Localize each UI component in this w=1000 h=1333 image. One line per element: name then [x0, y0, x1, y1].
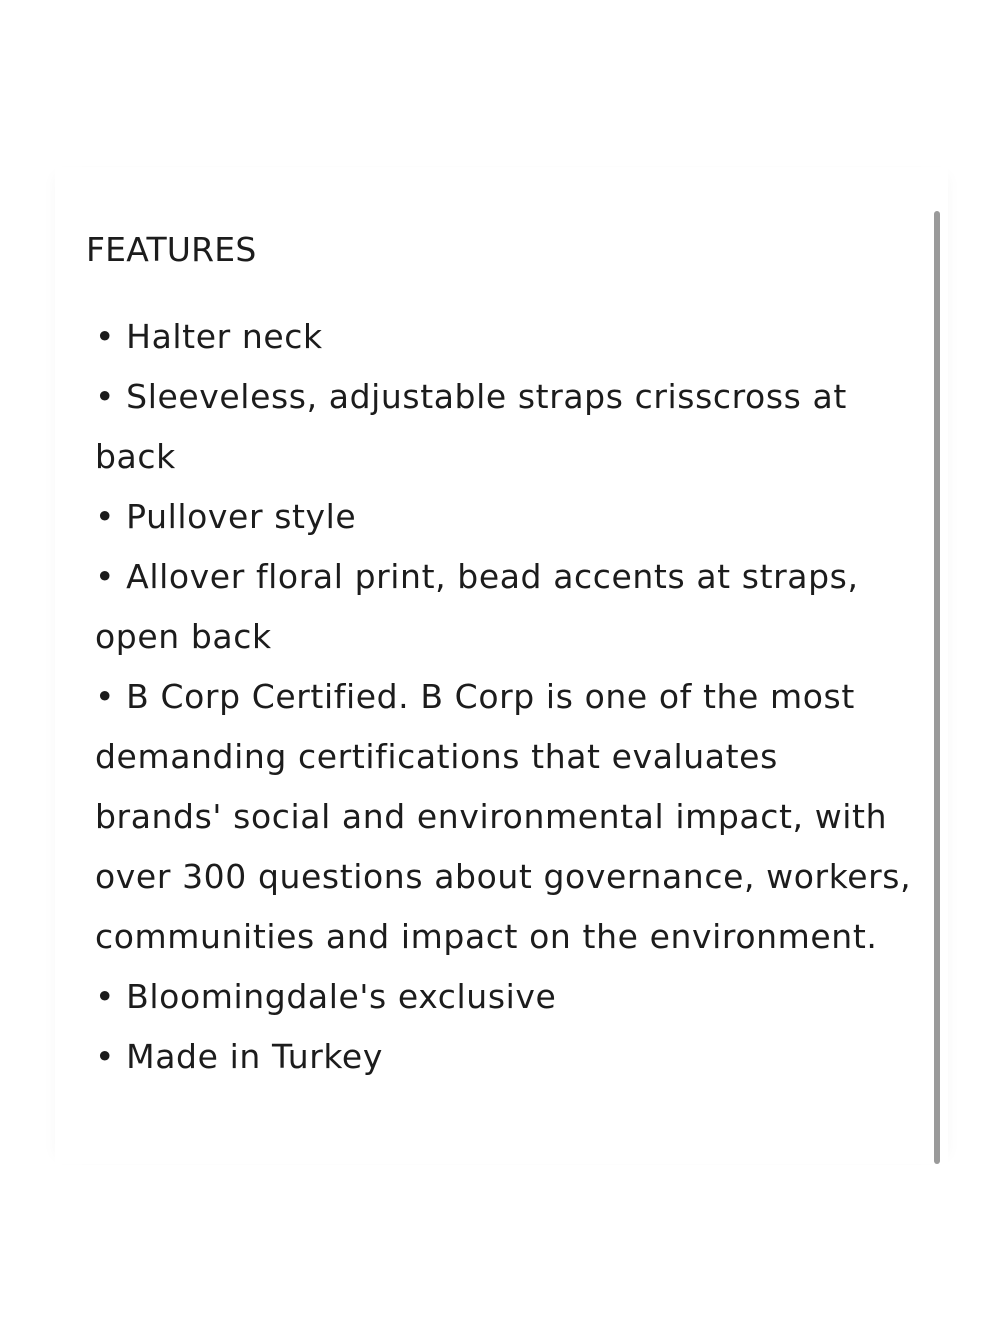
feature-item-b-corp: • B Corp Certified. B Corp is one of the most demanding certifications that evaluates brands' social and environmental impact, with over 300 questions about governance, workers, communities and impact on the environment.: [95, 677, 912, 956]
feature-item-origin: • Made in Turkey: [95, 1037, 383, 1076]
feature-item-print: • Allover floral print, bead accents at straps, open back: [95, 557, 859, 656]
feature-item-exclusive: • Bloomingdale's exclusive: [95, 977, 557, 1016]
features-list: [95, 307, 915, 1087]
feature-item-halter-neck: • Halter neck: [95, 317, 323, 356]
feature-item-pullover: • Pullover style: [95, 497, 357, 536]
features-heading: FEATURES: [86, 230, 257, 269]
feature-item-straps: • Sleeveless, adjustable straps crisscross at back: [95, 377, 847, 476]
scrollbar-thumb[interactable]: [934, 211, 940, 1164]
